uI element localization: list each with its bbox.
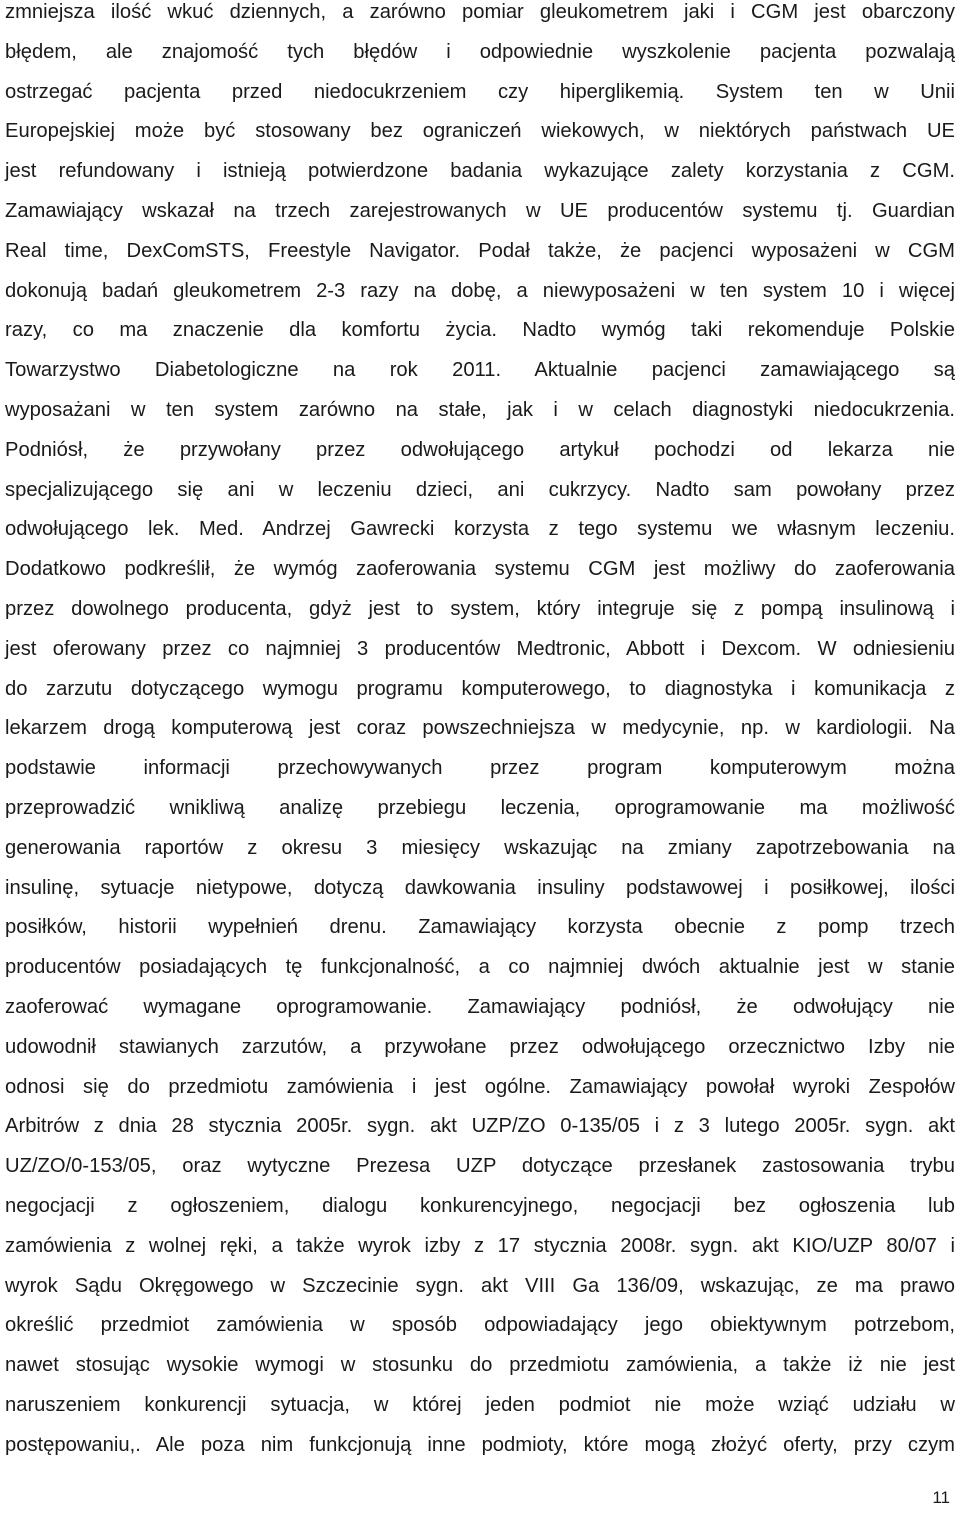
- text-line: lekarzem drogą komputerową jest coraz powszechniejsza w medycynie, np. w kardiologii. Na: [5, 717, 955, 740]
- text-line: wyrok Sądu Okręgowego w Szczecinie sygn. akt VIII Ga 136/09, wskazując, ze ma prawo: [5, 1274, 955, 1297]
- text-line: jest refundowany i istnieją potwierdzone badania wykazujące zalety korzystania z CGM.: [5, 160, 955, 183]
- text-line: Dodatkowo podkreślił, że wymóg zaoferowania systemu CGM jest możliwy do zaoferowania: [5, 558, 955, 581]
- text-line: specjalizującego się ani w leczeniu dzieci, ani cukrzycy. Nadto sam powołany przez: [5, 478, 955, 501]
- text-line: Europejskiej może być stosowany bez ograniczeń wiekowych, w niektórych państwach UE: [5, 120, 955, 143]
- text-line: podstawie informacji przechowywanych przez program komputerowym można: [5, 757, 955, 780]
- text-line: negocjacji z ogłoszeniem, dialogu konkurencyjnego, negocjacji bez ogłoszenia lub: [5, 1194, 955, 1217]
- text-line: Real time, DexComSTS, Freestyle Navigator. Podał także, że pacjenci wyposażeni w CGM: [5, 239, 955, 262]
- text-line: naruszeniem konkurencji sytuacja, w której jeden podmiot nie może wziąć udziału w: [5, 1393, 955, 1416]
- text-line: błędem, ale znajomość tych błędów i odpowiednie wyszkolenie pacjenta pozwalają: [5, 40, 955, 63]
- text-line: dokonują badań gleukometrem 2-3 razy na dobę, a niewyposażeni w ten system 10 i więcej: [5, 279, 955, 302]
- text-line: Towarzystwo Diabetologiczne na rok 2011. Aktualnie pacjenci zamawiającego są: [5, 359, 955, 382]
- text-line: odnosi się do przedmiotu zamówienia i jest ogólne. Zamawiający powołał wyroki Zespołów: [5, 1075, 955, 1098]
- text-line: przeprowadzić wnikliwą analizę przebiegu leczenia, oprogramowanie ma możliwość: [5, 796, 955, 819]
- text-line: do zarzutu dotyczącego wymogu programu komputerowego, to diagnostyka i komunikacja z: [5, 677, 955, 700]
- text-line: Arbitrów z dnia 28 stycznia 2005r. sygn. akt UZP/ZO 0-135/05 i z 3 lutego 2005r. sygn. akt: [5, 1115, 955, 1138]
- text-line: zmniejsza ilość wkuć dziennych, a zarówno pomiar gleukometrem jaki i CGM jest obarczony: [5, 1, 955, 23]
- text-line: ostrzegać pacjenta przed niedocukrzeniem czy hiperglikemią. System ten w Unii: [5, 80, 955, 103]
- text-line: udowodnił stawianych zarzutów, a przywołane przez odwołującego orzecznictwo Izby nie: [5, 1035, 955, 1058]
- text-line: generowania raportów z okresu 3 miesięcy wskazując na zmiany zapotrzebowania na: [5, 836, 955, 859]
- text-line: razy, co ma znaczenie dla komfortu życia. Nadto wymóg taki rekomenduje Polskie: [5, 319, 955, 342]
- text-line: wyposażani w ten system zarówno na stałe, jak i w celach diagnostyki niedocukrzenia.: [5, 398, 955, 421]
- body-text: [5, 0, 955, 1465]
- text-line: jest oferowany przez co najmniej 3 producentów Medtronic, Abbott i Dexcom. W odniesieniu: [5, 637, 955, 660]
- text-line: UZ/ZO/0-153/05, oraz wytyczne Prezesa UZP dotyczące przesłanek zastosowania trybu: [5, 1155, 955, 1178]
- text-line: producentów posiadających tę funkcjonalność, a co najmniej dwóch aktualnie jest w stanie: [5, 956, 955, 979]
- text-line: przez dowolnego producenta, gdyż jest to system, który integruje się z pompą insulinową i: [5, 597, 955, 620]
- text-line: odwołującego lek. Med. Andrzej Gawrecki korzysta z tego systemu we własnym leczeniu.: [5, 518, 955, 541]
- text-line: określić przedmiot zamówienia w sposób odpowiadający jego obiektywnym potrzebom,: [5, 1314, 955, 1337]
- page-number: 11: [932, 1488, 950, 1507]
- text-line: nawet stosując wysokie wymogi w stosunku do przedmiotu zamówienia, a także iż nie jest: [5, 1354, 955, 1377]
- text-line: Zamawiający wskazał na trzech zarejestrowanych w UE producentów systemu tj. Guardian: [5, 199, 955, 222]
- text-line: zamówienia z wolnej ręki, a także wyrok izby z 17 stycznia 2008r. sygn. akt KIO/UZP 80/07 i: [5, 1234, 955, 1257]
- text-line: posiłków, historii wypełnień drenu. Zamawiający korzysta obecnie z pomp trzech: [5, 916, 955, 939]
- text-line: zaoferować wymagane oprogramowanie. Zamawiający podniósł, że odwołujący nie: [5, 995, 955, 1018]
- text-line: insulinę, sytuacje nietypowe, dotyczą dawkowania insuliny podstawowej i posiłkowej, ilości: [5, 876, 955, 899]
- text-line: Podniósł, że przywołany przez odwołującego artykuł pochodzi od lekarza nie: [5, 438, 955, 461]
- text-line: postępowaniu,. Ale poza nim funkcjonują inne podmioty, które mogą złożyć oferty, przy czym: [5, 1433, 955, 1456]
